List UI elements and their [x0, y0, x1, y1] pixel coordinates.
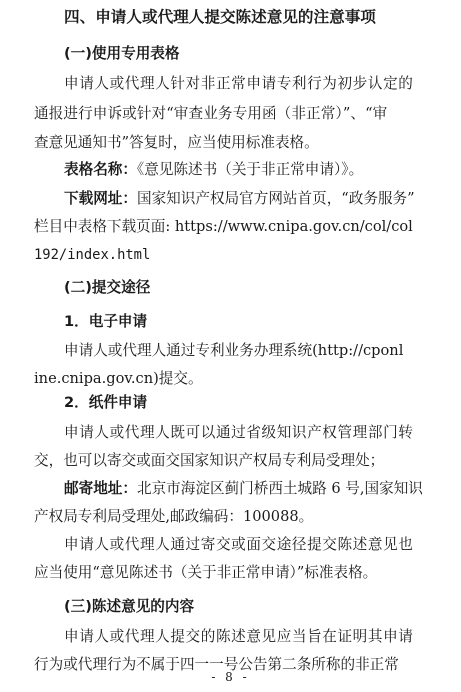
download-url-line: 192/index.html: [34, 247, 151, 263]
download-url-line: 栏目中表格下载页面: https://www.cnipa.gov.cn/col/col: [34, 218, 413, 235]
paragraph-line: 应当使用“意见陈述书（关于非正常申请）”标准表格。: [34, 564, 378, 581]
mail-address-label: 邮寄地址：: [64, 480, 137, 497]
paragraph-line: 交，也可以寄交或面交国家知识产权局专利局受理处；: [34, 452, 385, 469]
paragraph-line: ine.cnipa.gov.cn)提交。: [34, 370, 203, 387]
page-number-text: - 8 -: [211, 670, 250, 684]
subsection-heading-1: (一)使用专用表格: [64, 45, 180, 62]
paragraph-line: 申请人或代理人既可以通过省级知识产权管理部门转: [64, 424, 414, 441]
download-line: [64, 189, 415, 209]
form-name-line: [64, 160, 363, 180]
subsection-heading-2: (二)提交途径: [64, 279, 151, 296]
paragraph-line: 申请人或代理人提交的陈述意见应当旨在证明其申请: [64, 628, 414, 645]
page-number: [0, 670, 461, 684]
download-label: 下载网址：: [64, 190, 137, 207]
paragraph-line: 申请人或代理人通过专利业务办理系统(http://cponl: [64, 342, 404, 359]
paragraph-line: 通报进行申诉或针对“审查业务专用函（非正常）”、“审: [34, 105, 388, 122]
paragraph-line: 申请人或代理人通过寄交或面交途径提交陈述意见也: [64, 536, 414, 553]
section-heading: 四、申请人或代理人提交陈述意见的注意事项: [64, 8, 376, 26]
paragraph-line: 申请人或代理人针对非正常申请专利行为初步认定的: [64, 75, 414, 92]
item-heading-electronic: 1．电子申请: [64, 313, 148, 330]
mail-address-line-2: 产权局专利局受理处,邮政编码：100088。: [34, 508, 314, 525]
download-value: 国家知识产权局官方网站首页，“政务服务”: [136, 190, 415, 207]
paragraph-line: 行为或代理行为不属于四一一号公告第二条所称的非正常: [34, 656, 399, 673]
paragraph-line: 查意见通知书”答复时，应当使用标准表格。: [34, 134, 319, 151]
item-heading-paper: 2．纸件申请: [64, 394, 148, 411]
form-name-label: 表格名称：: [64, 161, 137, 178]
mail-address-line: [64, 479, 423, 499]
subsection-heading-3: (三)陈述意见的内容: [64, 598, 195, 615]
form-name-value: 《意见陈述书（关于非正常申请）》。: [136, 161, 364, 178]
mail-address-value: 北京市海淀区蓟门桥西土城路 6 号,国家知识: [136, 480, 423, 497]
